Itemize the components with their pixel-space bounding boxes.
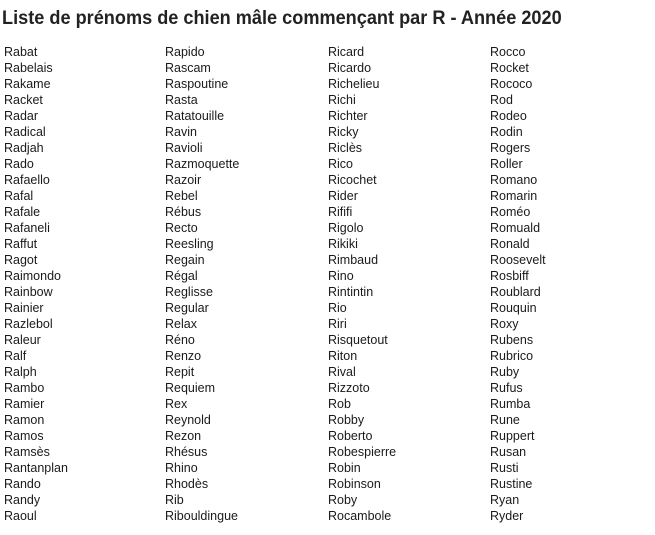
dog-name-item: Roosevelt xyxy=(490,253,546,267)
dog-name-item: Ronald xyxy=(490,237,530,251)
dog-name-item: Reesling xyxy=(165,237,214,251)
dog-name-item: Rafaneli xyxy=(4,221,50,235)
dog-name-item: Roberto xyxy=(328,429,373,443)
dog-name-item: Regain xyxy=(165,253,205,267)
dog-name-item: Razlebol xyxy=(4,317,53,331)
names-grid xyxy=(4,44,654,530)
dog-name-item: Robby xyxy=(328,413,365,427)
names-column-1 xyxy=(4,44,68,524)
dog-name-item: Rod xyxy=(490,93,513,107)
dog-name-item: Ryan xyxy=(490,493,520,507)
dog-name-item: Roméo xyxy=(490,205,531,219)
dog-name-item: Rocco xyxy=(490,45,526,59)
dog-name-item: Rapido xyxy=(165,45,205,59)
dog-name-item: Ralph xyxy=(4,365,37,379)
dog-name-item: Ricard xyxy=(328,45,365,59)
dog-name-item: Rune xyxy=(490,413,520,427)
names-column-3 xyxy=(328,44,396,524)
dog-name-item: Ragot xyxy=(4,253,38,267)
dog-name-item: Rodin xyxy=(490,125,523,139)
dog-name-item: Riclès xyxy=(328,141,363,155)
page-title: Liste de prénoms de chien mâle commençant par R - Année 2020 xyxy=(2,7,562,29)
dog-name-item: Rafaello xyxy=(4,173,50,187)
dog-name-item: Rhodès xyxy=(165,477,209,491)
dog-name-item: Rufus xyxy=(490,381,523,395)
dog-name-item: Radical xyxy=(4,125,46,139)
dog-name-item: Raimondo xyxy=(4,269,61,283)
dog-name-item: Rob xyxy=(328,397,351,411)
dog-name-item: Ravin xyxy=(165,125,197,139)
dog-name-item: Raspoutine xyxy=(165,77,229,91)
dog-name-item: Rigolo xyxy=(328,221,364,235)
dog-name-item: Rico xyxy=(328,157,354,171)
dog-name-item: Ratatouille xyxy=(165,109,225,123)
dog-name-item: Renzo xyxy=(165,349,202,363)
dog-name-item: Richelieu xyxy=(328,77,380,91)
dog-name-item: Rumba xyxy=(490,397,531,411)
dog-name-item: Rado xyxy=(4,157,34,171)
dog-name-item: Rantanplan xyxy=(4,461,68,475)
dog-name-item: Richi xyxy=(328,93,356,107)
dog-name-item: Rio xyxy=(328,301,347,315)
dog-name-item: Rouquin xyxy=(490,301,537,315)
dog-name-item: Rafal xyxy=(4,189,34,203)
dog-name-item: Ramon xyxy=(4,413,45,427)
dog-name-item: Rider xyxy=(328,189,358,203)
dog-name-item: Ramsès xyxy=(4,445,50,459)
dog-name-item: Rhésus xyxy=(165,445,208,459)
dog-name-item: Ruby xyxy=(490,365,520,379)
dog-name-item: Risquetout xyxy=(328,333,388,347)
dog-name-item: Rabelais xyxy=(4,61,53,75)
dog-name-item: Rezon xyxy=(165,429,202,443)
dog-name-item: Rodeo xyxy=(490,109,527,123)
dog-name-item: Razmoquette xyxy=(165,157,240,171)
dog-name-item: Réno xyxy=(165,333,195,347)
dog-name-item: Reglisse xyxy=(165,285,213,299)
dog-name-item: Rubrico xyxy=(490,349,534,363)
dog-name-item: Ruppert xyxy=(490,429,535,443)
dog-name-item: Rococo xyxy=(490,77,533,91)
dog-name-item: Rafale xyxy=(4,205,41,219)
dog-name-item: Ramier xyxy=(4,397,45,411)
names-column-4 xyxy=(490,44,546,524)
dog-name-item: Richter xyxy=(328,109,368,123)
dog-name-item: Rébus xyxy=(165,205,202,219)
dog-name-item: Rando xyxy=(4,477,41,491)
dog-name-item: Roby xyxy=(328,493,358,507)
dog-name-item: Razoir xyxy=(165,173,202,187)
dog-name-item: Régal xyxy=(165,269,198,283)
dog-name-item: Rubens xyxy=(490,333,534,347)
dog-name-item: Rib xyxy=(165,493,184,507)
dog-name-item: Reynold xyxy=(165,413,211,427)
dog-name-item: Robin xyxy=(328,461,361,475)
dog-name-item: Ravioli xyxy=(165,141,203,155)
dog-name-item: Rizzoto xyxy=(328,381,370,395)
dog-name-item: Ribouldingue xyxy=(165,509,238,523)
dog-name-item: Rasta xyxy=(165,93,198,107)
dog-name-item: Recto xyxy=(165,221,198,235)
dog-name-item: Rhino xyxy=(165,461,198,475)
dog-name-item: Rex xyxy=(165,397,188,411)
dog-name-item: Rebel xyxy=(165,189,198,203)
dog-name-item: Requiem xyxy=(165,381,216,395)
dog-name-item: Rocket xyxy=(490,61,529,75)
dog-name-item: Ryder xyxy=(490,509,524,523)
dog-name-item: Ricochet xyxy=(328,173,377,187)
dog-name-item: Rocambole xyxy=(328,509,392,523)
dog-name-item: Radjah xyxy=(4,141,44,155)
dog-name-item: Rustine xyxy=(490,477,533,491)
names-column-2 xyxy=(165,44,239,524)
dog-name-item: Rakame xyxy=(4,77,51,91)
dog-name-item: Regular xyxy=(165,301,209,315)
dog-name-item: Ralf xyxy=(4,349,27,363)
dog-name-item: Rusan xyxy=(490,445,527,459)
dog-name-item: Ramos xyxy=(4,429,44,443)
dog-name-item: Raoul xyxy=(4,509,37,523)
dog-name-item: Rino xyxy=(328,269,354,283)
dog-name-item: Ricky xyxy=(328,125,359,139)
dog-name-item: Rimbaud xyxy=(328,253,379,267)
dog-name-item: Rosbiff xyxy=(490,269,529,283)
dog-name-item: Rainbow xyxy=(4,285,53,299)
dog-name-item: Raleur xyxy=(4,333,41,347)
dog-name-item: Radar xyxy=(4,109,39,123)
dog-name-item: Randy xyxy=(4,493,41,507)
dog-name-item: Roublard xyxy=(490,285,541,299)
dog-name-item: Raffut xyxy=(4,237,38,251)
dog-name-item: Rintintin xyxy=(328,285,374,299)
dog-name-item: Romarin xyxy=(490,189,538,203)
dog-name-item: Rikiki xyxy=(328,237,358,251)
dog-name-item: Roller xyxy=(490,157,523,171)
dog-name-item: Robespierre xyxy=(328,445,397,459)
dog-name-item: Robinson xyxy=(328,477,381,491)
dog-name-item: Rival xyxy=(328,365,356,379)
dog-name-item: Rusti xyxy=(490,461,519,475)
dog-name-item: Rogers xyxy=(490,141,531,155)
dog-name-item: Riri xyxy=(328,317,347,331)
dog-name-item: Relax xyxy=(165,317,197,331)
dog-name-item: Ricardo xyxy=(328,61,372,75)
dog-name-item: Romano xyxy=(490,173,538,187)
dog-name-item: Rainier xyxy=(4,301,44,315)
dog-name-item: Roxy xyxy=(490,317,519,331)
dog-name-item: Rascam xyxy=(165,61,211,75)
dog-name-item: Rififi xyxy=(328,205,353,219)
dog-name-item: Romuald xyxy=(490,221,541,235)
dog-name-item: Rabat xyxy=(4,45,38,59)
dog-name-item: Riton xyxy=(328,349,358,363)
dog-name-item: Rambo xyxy=(4,381,45,395)
dog-name-item: Repit xyxy=(165,365,195,379)
dog-name-item: Racket xyxy=(4,93,43,107)
